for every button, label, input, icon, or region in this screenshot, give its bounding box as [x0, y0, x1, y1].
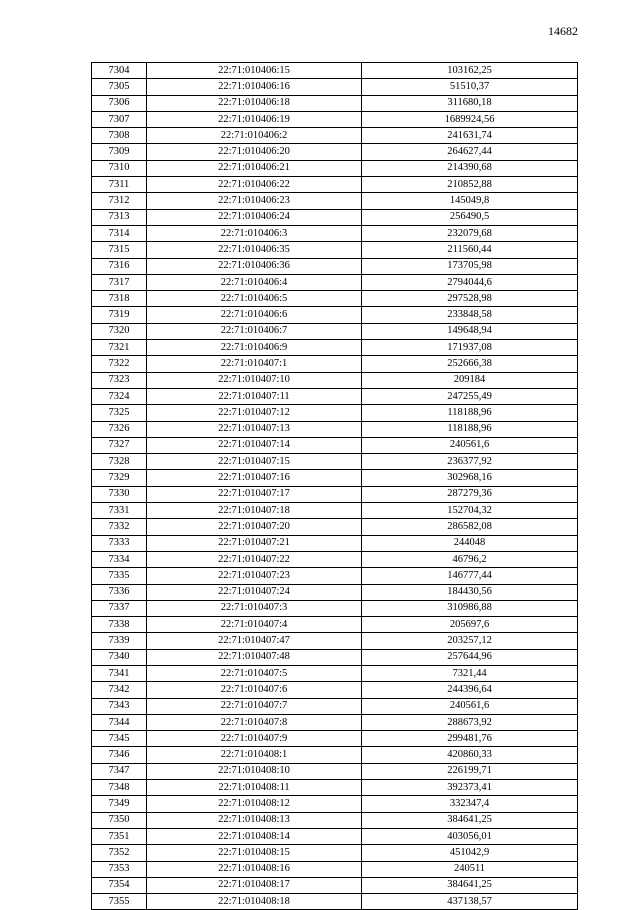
- row-number-cell: 7328: [92, 454, 147, 470]
- row-number-cell: 7349: [92, 796, 147, 812]
- cadastral-number-cell: 22:71:010407:47: [147, 633, 362, 649]
- table-row: [92, 193, 578, 209]
- cadastral-number-cell: 22:71:010406:4: [147, 274, 362, 290]
- cadastral-value-cell: 211560,44: [362, 242, 578, 258]
- table-row: [92, 633, 578, 649]
- cadastral-value-cell: 236377,92: [362, 454, 578, 470]
- cadastral-value-cell: 171937,08: [362, 340, 578, 356]
- table-row: [92, 405, 578, 421]
- cadastral-value-cell: 247255,49: [362, 388, 578, 404]
- row-number-cell: 7322: [92, 356, 147, 372]
- registry-table-body: [92, 63, 578, 910]
- cadastral-number-cell: 22:71:010407:24: [147, 584, 362, 600]
- row-number-cell: 7346: [92, 747, 147, 763]
- table-row: [92, 617, 578, 633]
- table-row: [92, 340, 578, 356]
- row-number-cell: 7308: [92, 128, 147, 144]
- cadastral-number-cell: 22:71:010408:15: [147, 845, 362, 861]
- table-row: [92, 454, 578, 470]
- cadastral-value-cell: 257644,96: [362, 649, 578, 665]
- cadastral-value-cell: 252666,38: [362, 356, 578, 372]
- cadastral-value-cell: 1689924,56: [362, 111, 578, 127]
- row-number-cell: 7309: [92, 144, 147, 160]
- cadastral-value-cell: 149648,94: [362, 323, 578, 339]
- table-row: [92, 258, 578, 274]
- row-number-cell: 7354: [92, 877, 147, 893]
- cadastral-value-cell: 173705,98: [362, 258, 578, 274]
- cadastral-value-cell: 384641,25: [362, 877, 578, 893]
- cadastral-number-cell: 22:71:010408:17: [147, 877, 362, 893]
- cadastral-value-cell: 103162,25: [362, 63, 578, 79]
- row-number-cell: 7329: [92, 470, 147, 486]
- row-number-cell: 7319: [92, 307, 147, 323]
- cadastral-value-cell: 51510,37: [362, 79, 578, 95]
- cadastral-number-cell: 22:71:010408:16: [147, 861, 362, 877]
- cadastral-value-cell: 311680,18: [362, 95, 578, 111]
- cadastral-number-cell: 22:71:010407:4: [147, 617, 362, 633]
- cadastral-value-cell: 287279,36: [362, 486, 578, 502]
- table-row: [92, 812, 578, 828]
- cadastral-value-cell: 264627,44: [362, 144, 578, 160]
- row-number-cell: 7318: [92, 291, 147, 307]
- cadastral-value-cell: 152704,32: [362, 503, 578, 519]
- row-number-cell: 7315: [92, 242, 147, 258]
- row-number-cell: 7344: [92, 714, 147, 730]
- row-number-cell: 7314: [92, 225, 147, 241]
- cadastral-number-cell: 22:71:010407:5: [147, 665, 362, 681]
- table-row: [92, 845, 578, 861]
- row-number-cell: 7307: [92, 111, 147, 127]
- table-row: [92, 584, 578, 600]
- cadastral-value-cell: 205697,6: [362, 617, 578, 633]
- cadastral-value-cell: 214390,68: [362, 160, 578, 176]
- cadastral-number-cell: 22:71:010406:23: [147, 193, 362, 209]
- table-row: [92, 747, 578, 763]
- row-number-cell: 7340: [92, 649, 147, 665]
- row-number-cell: 7347: [92, 763, 147, 779]
- cadastral-number-cell: 22:71:010407:15: [147, 454, 362, 470]
- row-number-cell: 7321: [92, 340, 147, 356]
- cadastral-number-cell: 22:71:010407:21: [147, 535, 362, 551]
- row-number-cell: 7317: [92, 274, 147, 290]
- row-number-cell: 7323: [92, 372, 147, 388]
- cadastral-value-cell: 145049,8: [362, 193, 578, 209]
- table-row: [92, 160, 578, 176]
- row-number-cell: 7311: [92, 177, 147, 193]
- cadastral-number-cell: 22:71:010406:35: [147, 242, 362, 258]
- table-row: [92, 877, 578, 893]
- cadastral-value-cell: 118188,96: [362, 405, 578, 421]
- cadastral-value-cell: 46796,2: [362, 551, 578, 567]
- table-row: [92, 861, 578, 877]
- cadastral-value-cell: 203257,12: [362, 633, 578, 649]
- cadastral-value-cell: 240561,6: [362, 437, 578, 453]
- cadastral-number-cell: 22:71:010406:16: [147, 79, 362, 95]
- cadastral-value-cell: 244048: [362, 535, 578, 551]
- cadastral-value-cell: 288673,92: [362, 714, 578, 730]
- table-row: [92, 79, 578, 95]
- row-number-cell: 7316: [92, 258, 147, 274]
- table-row: [92, 323, 578, 339]
- cadastral-value-cell: 332347,4: [362, 796, 578, 812]
- cadastral-number-cell: 22:71:010407:13: [147, 421, 362, 437]
- table-row: [92, 437, 578, 453]
- row-number-cell: 7312: [92, 193, 147, 209]
- row-number-cell: 7341: [92, 665, 147, 681]
- table-row: [92, 519, 578, 535]
- cadastral-value-cell: 299481,76: [362, 731, 578, 747]
- row-number-cell: 7352: [92, 845, 147, 861]
- cadastral-number-cell: 22:71:010406:36: [147, 258, 362, 274]
- row-number-cell: 7348: [92, 780, 147, 796]
- cadastral-number-cell: 22:71:010407:22: [147, 551, 362, 567]
- table-row: [92, 242, 578, 258]
- row-number-cell: 7336: [92, 584, 147, 600]
- cadastral-number-cell: 22:71:010407:3: [147, 600, 362, 616]
- table-row: [92, 894, 578, 910]
- table-row: [92, 307, 578, 323]
- cadastral-value-cell: 233848,58: [362, 307, 578, 323]
- cadastral-value-cell: 256490,5: [362, 209, 578, 225]
- row-number-cell: 7335: [92, 568, 147, 584]
- row-number-cell: 7320: [92, 323, 147, 339]
- cadastral-value-cell: 240561,6: [362, 698, 578, 714]
- table-row: [92, 144, 578, 160]
- cadastral-number-cell: 22:71:010407:18: [147, 503, 362, 519]
- cadastral-number-cell: 22:71:010406:22: [147, 177, 362, 193]
- row-number-cell: 7332: [92, 519, 147, 535]
- cadastral-number-cell: 22:71:010406:3: [147, 225, 362, 241]
- table-row: [92, 486, 578, 502]
- row-number-cell: 7338: [92, 617, 147, 633]
- table-row: [92, 551, 578, 567]
- cadastral-number-cell: 22:71:010406:24: [147, 209, 362, 225]
- row-number-cell: 7326: [92, 421, 147, 437]
- cadastral-value-cell: 118188,96: [362, 421, 578, 437]
- cadastral-number-cell: 22:71:010406:2: [147, 128, 362, 144]
- row-number-cell: 7333: [92, 535, 147, 551]
- cadastral-number-cell: 22:71:010406:9: [147, 340, 362, 356]
- table-row: [92, 698, 578, 714]
- cadastral-number-cell: 22:71:010406:5: [147, 291, 362, 307]
- table-row: [92, 95, 578, 111]
- row-number-cell: 7306: [92, 95, 147, 111]
- cadastral-value-cell: 420860,33: [362, 747, 578, 763]
- registry-table: [91, 62, 578, 910]
- row-number-cell: 7330: [92, 486, 147, 502]
- row-number-cell: 7305: [92, 79, 147, 95]
- table-row: [92, 274, 578, 290]
- cadastral-number-cell: 22:71:010408:13: [147, 812, 362, 828]
- cadastral-number-cell: 22:71:010406:15: [147, 63, 362, 79]
- cadastral-number-cell: 22:71:010407:12: [147, 405, 362, 421]
- cadastral-number-cell: 22:71:010407:7: [147, 698, 362, 714]
- cadastral-number-cell: 22:71:010407:11: [147, 388, 362, 404]
- table-row: [92, 388, 578, 404]
- cadastral-number-cell: 22:71:010406:20: [147, 144, 362, 160]
- page-number: 14682: [548, 24, 578, 38]
- row-number-cell: 7353: [92, 861, 147, 877]
- cadastral-number-cell: 22:71:010407:6: [147, 682, 362, 698]
- row-number-cell: 7327: [92, 437, 147, 453]
- table-row: [92, 828, 578, 844]
- cadastral-number-cell: 22:71:010407:1: [147, 356, 362, 372]
- table-row: [92, 111, 578, 127]
- cadastral-number-cell: 22:71:010408:18: [147, 894, 362, 910]
- row-number-cell: 7337: [92, 600, 147, 616]
- row-number-cell: 7350: [92, 812, 147, 828]
- table-row: [92, 372, 578, 388]
- cadastral-number-cell: 22:71:010408:1: [147, 747, 362, 763]
- cadastral-number-cell: 22:71:010408:10: [147, 763, 362, 779]
- cadastral-number-cell: 22:71:010407:14: [147, 437, 362, 453]
- cadastral-value-cell: 297528,98: [362, 291, 578, 307]
- cadastral-number-cell: 22:71:010408:12: [147, 796, 362, 812]
- cadastral-value-cell: 392373,41: [362, 780, 578, 796]
- cadastral-value-cell: 232079,68: [362, 225, 578, 241]
- cadastral-number-cell: 22:71:010407:8: [147, 714, 362, 730]
- row-number-cell: 7325: [92, 405, 147, 421]
- table-row: [92, 682, 578, 698]
- cadastral-number-cell: 22:71:010407:23: [147, 568, 362, 584]
- row-number-cell: 7343: [92, 698, 147, 714]
- cadastral-number-cell: 22:71:010407:48: [147, 649, 362, 665]
- row-number-cell: 7331: [92, 503, 147, 519]
- cadastral-value-cell: 451042,9: [362, 845, 578, 861]
- row-number-cell: 7351: [92, 828, 147, 844]
- row-number-cell: 7334: [92, 551, 147, 567]
- cadastral-number-cell: 22:71:010408:11: [147, 780, 362, 796]
- table-row: [92, 649, 578, 665]
- cadastral-number-cell: 22:71:010407:10: [147, 372, 362, 388]
- table-row: [92, 128, 578, 144]
- table-row: [92, 796, 578, 812]
- table-row: [92, 177, 578, 193]
- cadastral-value-cell: 7321,44: [362, 665, 578, 681]
- table-row: [92, 63, 578, 79]
- cadastral-value-cell: 184430,56: [362, 584, 578, 600]
- cadastral-number-cell: 22:71:010406:21: [147, 160, 362, 176]
- cadastral-value-cell: 240511: [362, 861, 578, 877]
- table-row: [92, 714, 578, 730]
- row-number-cell: 7345: [92, 731, 147, 747]
- table-row: [92, 568, 578, 584]
- row-number-cell: 7304: [92, 63, 147, 79]
- cadastral-value-cell: 209184: [362, 372, 578, 388]
- cadastral-value-cell: 244396,64: [362, 682, 578, 698]
- table-row: [92, 421, 578, 437]
- row-number-cell: 7324: [92, 388, 147, 404]
- table-row: [92, 225, 578, 241]
- cadastral-value-cell: 226199,71: [362, 763, 578, 779]
- row-number-cell: 7339: [92, 633, 147, 649]
- table-row: [92, 665, 578, 681]
- cadastral-number-cell: 22:71:010407:20: [147, 519, 362, 535]
- cadastral-number-cell: 22:71:010406:18: [147, 95, 362, 111]
- table-row: [92, 731, 578, 747]
- cadastral-value-cell: 2794044,6: [362, 274, 578, 290]
- cadastral-number-cell: 22:71:010406:6: [147, 307, 362, 323]
- cadastral-value-cell: 146777,44: [362, 568, 578, 584]
- cadastral-value-cell: 384641,25: [362, 812, 578, 828]
- cadastral-number-cell: 22:71:010408:14: [147, 828, 362, 844]
- table-row: [92, 470, 578, 486]
- cadastral-number-cell: 22:71:010406:19: [147, 111, 362, 127]
- cadastral-value-cell: 286582,08: [362, 519, 578, 535]
- table-row: [92, 503, 578, 519]
- table-row: [92, 780, 578, 796]
- row-number-cell: 7310: [92, 160, 147, 176]
- cadastral-number-cell: 22:71:010407:17: [147, 486, 362, 502]
- table-row: [92, 535, 578, 551]
- cadastral-value-cell: 241631,74: [362, 128, 578, 144]
- row-number-cell: 7355: [92, 894, 147, 910]
- cadastral-number-cell: 22:71:010407:9: [147, 731, 362, 747]
- table-row: [92, 600, 578, 616]
- table-row: [92, 209, 578, 225]
- cadastral-value-cell: 302968,16: [362, 470, 578, 486]
- cadastral-value-cell: 437138,57: [362, 894, 578, 910]
- table-row: [92, 356, 578, 372]
- cadastral-number-cell: 22:71:010406:7: [147, 323, 362, 339]
- cadastral-value-cell: 310986,88: [362, 600, 578, 616]
- cadastral-value-cell: 403056,01: [362, 828, 578, 844]
- cadastral-number-cell: 22:71:010407:16: [147, 470, 362, 486]
- table-row: [92, 763, 578, 779]
- row-number-cell: 7313: [92, 209, 147, 225]
- row-number-cell: 7342: [92, 682, 147, 698]
- table-row: [92, 291, 578, 307]
- cadastral-value-cell: 210852,88: [362, 177, 578, 193]
